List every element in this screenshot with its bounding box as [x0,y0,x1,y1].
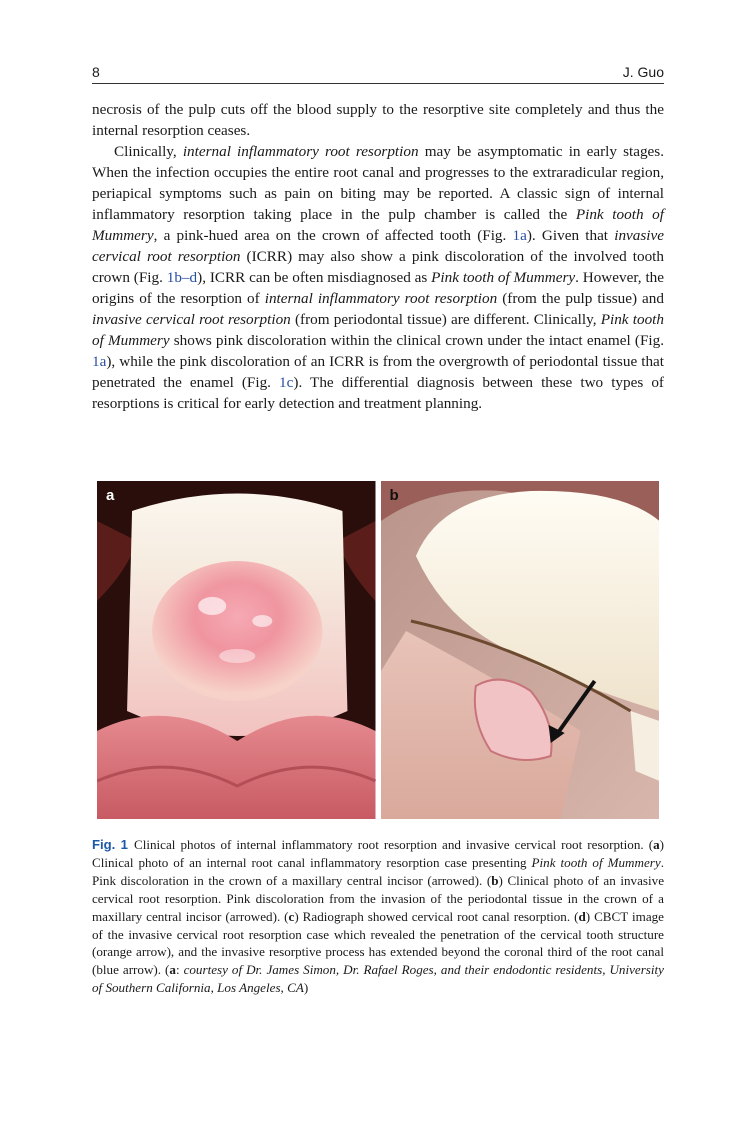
figure-ref-link[interactable]: 1a [92,353,107,370]
italic-term: internal inflammatory root resorption [264,290,498,307]
italic-term: invasive cervical root resorption [92,311,291,328]
caption-run: ) Clinical photo of an internal root canal inflammatory resorption case presenting [92,837,664,870]
body-text [92,99,664,414]
text-run: , a pink-hued area on the crown of affected tooth (Fig. [153,227,513,244]
caption-italic: courtesy of Dr. James Simon, Dr. Rafael Roges, and their endodontic residents, University of Southern California, Los Angeles, CA [92,962,664,996]
text-run: may be asymptomatic in early stages. When the infection occupies the entire root canal and progresses to the extraradicular region, periapical symptoms such as pain on biting may be reported. A classic sign of internal inflammatory resorption taking place in the pulp chamber is called the [92,143,664,223]
text-run: ), ICRR can be often misdiagnosed as [197,269,432,286]
caption-run: : [175,962,184,978]
caption-run: ) CBCT image of the invasive cervical root resorption case which revealed the penetration of the cervical tooth structure (orange arrow), and the invasive resorptive process has extended beyond the coronal third of the root canal (blue arrow). ( [92,908,664,978]
text-run: Clinically, [114,143,183,160]
figure-panel-a [97,481,376,819]
italic-term: internal inflammatory root resorption [182,143,419,160]
figure-ref-link[interactable]: 1c [279,374,294,391]
text-run: (ICRR) may also show a pink discoloration of the involved tooth crown (Fig. [92,248,664,286]
figure-label: Fig. 1 [92,837,128,852]
caption-run: . Pink discoloration in the crown of a maxillary central incisor (arrowed). ( [92,854,664,888]
caption-bold: d [578,908,586,924]
italic-term: Pink tooth of Mummery [92,311,664,349]
italic-term: invasive cervical root resorption [92,227,664,265]
paragraph-2 [92,141,664,414]
text-run: (from periodontal tissue) are different. Clinically, [290,311,601,328]
caption-run: ) Radiograph showed cervical root canal resorption. ( [294,908,579,924]
figure-ref-link[interactable]: 1a [512,227,527,244]
text-run: ), while the pink discoloration of an ICRR is from the overgrowth of periodontal tissue that penetrated the enamel (Fig. [92,353,664,391]
running-header [92,58,664,84]
caption-run: ) [303,980,309,996]
caption-bold: a [169,962,176,978]
tooth-photo-a [97,481,376,819]
page-number: 8 [92,64,100,80]
caption-bold: c [288,908,295,924]
paragraph-1: necrosis of the pulp cuts off the blood supply to the resorptive site completely and thus the internal resorption ceases. [92,101,664,139]
caption-italic: Pink tooth of Mummery [531,854,661,870]
caption-run: ) Clinical photo of an invasive cervical root resorption. Pink discoloration from the invasion of the periodontal tissue in the crown of a maxillary central incisor (arrowed). ( [92,872,665,924]
text-run: . However, the origins of the resorption of [92,269,664,307]
tooth-photo-b [381,481,660,819]
text-run: (from the pulp tissue) and [497,290,664,307]
figure-ref-link[interactable]: 1b–d [166,269,198,286]
caption-bold: a [653,837,660,852]
figure-caption [92,836,664,997]
figure-1 [97,481,659,819]
panel-label-a: a [106,487,115,504]
caption-run: Clinical photos of internal inflammatory root resorption and invasive cervical root resorption. ( [133,837,654,852]
text-run: shows pink discoloration within the clinical crown under the intact enamel (Fig. [169,332,664,349]
italic-term: Pink tooth of Mummery [431,269,576,286]
text-run: ). Given that [526,227,615,244]
panel-label-b: b [389,487,399,504]
caption-bold: b [491,872,499,888]
text-run: ). The differential diagnosis between these two types of resorptions is critical for early detection and treatment planning. [92,374,664,412]
italic-term: Pink tooth of Mummery [92,206,664,244]
figure-panel-b [381,481,660,819]
running-author: J. Guo [622,64,664,80]
